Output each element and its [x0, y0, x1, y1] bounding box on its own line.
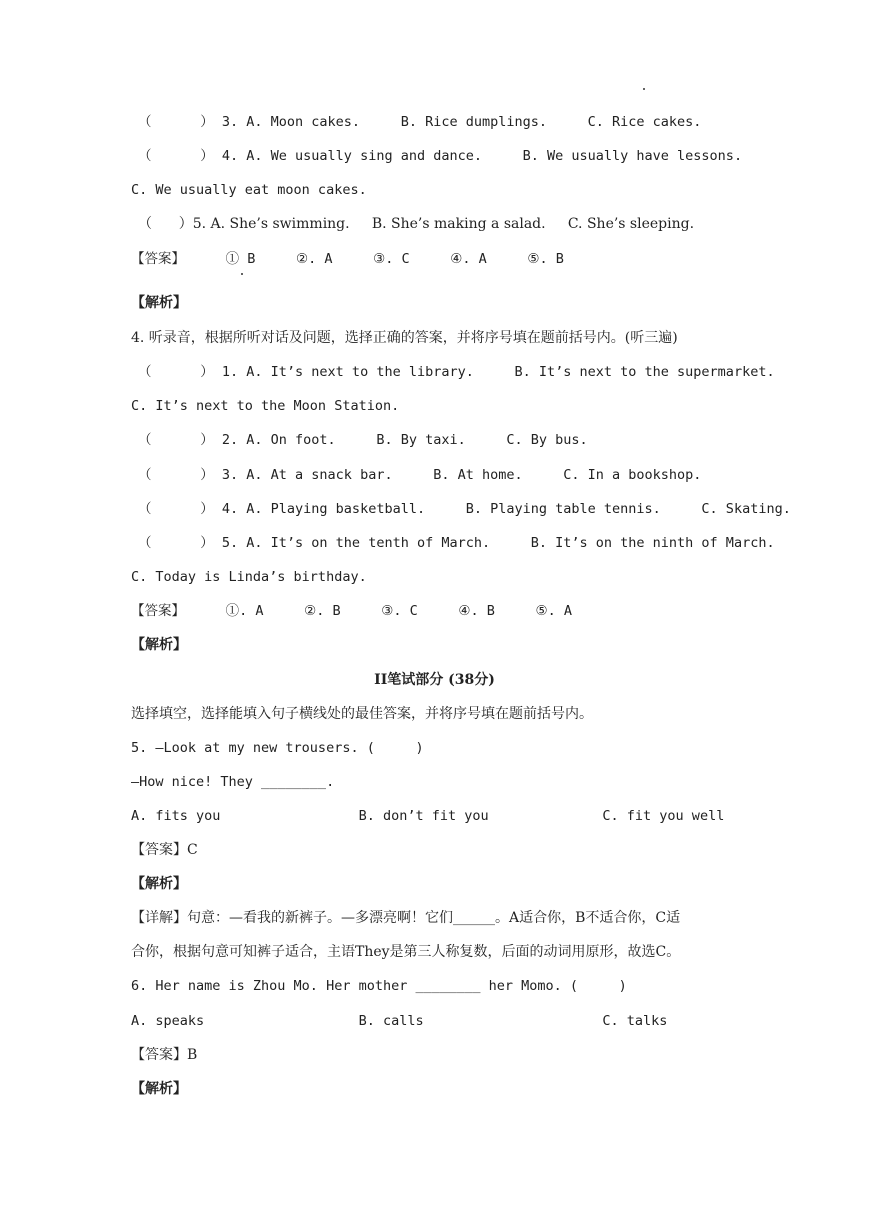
- question-6-stem: 6. Her name is Zhou Mo. Her mother ________ her Momo. ( ): [131, 978, 627, 994]
- section-instruction: 选择填空，选择能填入句子横线处的最佳答案，并将序号填在题前括号内。: [131, 706, 593, 722]
- q4-item-5: （ ） 5. A. It’s on the tenth of March. B. It’s on the ninth of March.: [138, 535, 775, 551]
- detail-q5-line-2: 合你，根据句意可知裤子适合，主语They是第三人称复数，后面的动词用原形，故选C。: [131, 944, 681, 960]
- answer-q5: 【答案】C: [131, 842, 198, 858]
- answer-line-2: 【答案】 ①. A ②. B ③. C ④. B ⑤. A: [131, 603, 573, 619]
- page-mark-dot: [643, 88, 645, 90]
- listening-item-4-option-c: C. We usually eat moon cakes.: [131, 182, 367, 198]
- analysis-label-1: 【解析】: [131, 295, 187, 311]
- analysis-label-q5: 【解析】: [131, 876, 187, 892]
- section-heading: II笔试部分 (38分): [374, 672, 495, 688]
- answer-mark-dot: [241, 273, 243, 275]
- q4-item-1-option-c: C. It’s next to the Moon Station.: [131, 398, 400, 414]
- listening-item-4: （ ） 4. A. We usually sing and dance. B. We usually have lessons.: [138, 148, 743, 164]
- q4-item-3: （ ） 3. A. At a snack bar. B. At home. C. In a bookshop.: [138, 467, 702, 483]
- q4-item-1: （ ） 1. A. It’s next to the library. B. It’s next to the supermarket.: [138, 364, 775, 380]
- question-5-stem: 5. —Look at my new trousers. ( ): [131, 740, 424, 756]
- q4-item-4: （ ） 4. A. Playing basketball. B. Playing table tennis. C. Skating.: [138, 501, 791, 517]
- question-5-reply: —How nice! They ________.: [131, 774, 335, 790]
- analysis-label-2: 【解析】: [131, 637, 187, 653]
- answer-q6: 【答案】B: [131, 1047, 198, 1063]
- q4-item-2: （ ） 2. A. On foot. B. By taxi. C. By bus.: [138, 432, 588, 448]
- listening-item-5: （ ）5. A. She’s swimming. B. She’s making a salad. C. She’s sleeping.: [138, 216, 695, 232]
- analysis-label-q6: 【解析】: [131, 1081, 187, 1097]
- q4-item-5-option-c: C. Today is Linda’s birthday.: [131, 569, 367, 585]
- answer-line-1: 【答案】 ① B ②. A ③. C ④. A ⑤. B: [131, 251, 564, 267]
- detail-q5-line-1: 【详解】句意：—看我的新裤子。—多漂亮啊！它们______。A适合你，B不适合你，C适: [131, 910, 681, 926]
- listening-item-3: （ ） 3. A. Moon cakes. B. Rice dumplings. C. Rice cakes.: [138, 114, 702, 130]
- question-4-instruction: 4. 听录音，根据所听对话及问题，选择正确的答案，并将序号填在题前括号内。(听三遍): [131, 330, 678, 346]
- question-6-options: A. speaks B. calls C. talks: [131, 1013, 668, 1029]
- question-5-options: A. fits you B. don’t fit you C. fit you well: [131, 808, 725, 824]
